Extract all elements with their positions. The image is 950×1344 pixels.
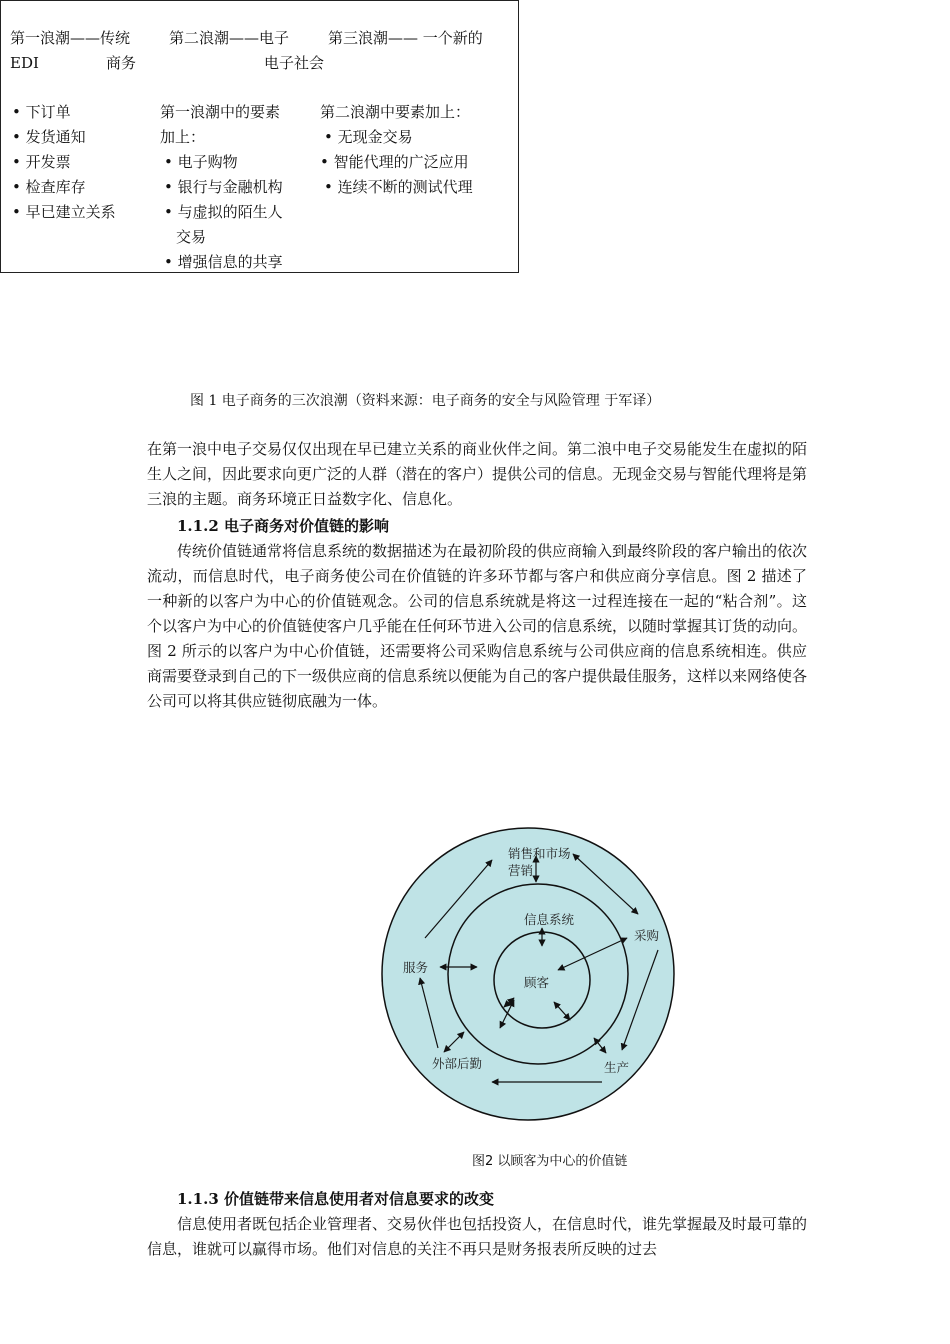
wave1-title: 第一浪潮——传统 (10, 29, 131, 47)
label-outsourcing: 外部后勤 (432, 1056, 483, 1071)
wave3-title: 第三浪潮—— 一个新的 (328, 29, 483, 47)
col3-line: • 连续不断的测试代理 (324, 178, 473, 196)
col2-line: • 增强信息的共享 (164, 253, 283, 271)
col3-line: • 智能代理的广泛应用 (320, 153, 469, 171)
col2-line: 加上： (160, 128, 206, 146)
col1-item: • 检查库存 (12, 178, 86, 196)
label-production: 生产 (604, 1060, 630, 1075)
figure1-box (0, 0, 519, 273)
section-heading-1-1-2: 1.1.2 电子商务对价值链的影响 (177, 517, 389, 535)
label-service: 服务 (403, 960, 429, 975)
paragraph-2: 传统价值链通常将信息系统的数据描述为在最初阶段的供应商输入到最终阶段的客户输出的依次流动，而信息时代，电子商务使公司在价值链的许多环节都与客户和供应商分享信息。图 2 描述了一种新的以客户为中心的价值链观念。公司的信息系统就是将这一过程连接在一起的“粘合剂”。这个以客户为中心的价值链使客户几乎能在任何环节进入公司的信息系统，以随时掌握其订货的动向。图 2 所示的以客户为中心价值链，还需要将公司采购信息系统与公司供应商的信息系统相连。供应商需要登录到自己的下一级供应商的信息系统以便能为自己的客户提供最佳服务，这样以来网络使各公司可以将其供应链彻底融为一体。 (147, 542, 808, 710)
col2-line: • 与虚拟的陌生人 (164, 203, 283, 221)
col1-item: • 开发票 (12, 153, 71, 171)
section-heading-1-1-3: 1.1.3 价值链带来信息使用者对信息要求的改变 (177, 1190, 494, 1208)
col2-line: • 银行与金融机构 (164, 178, 283, 196)
col2-line: 交易 (176, 228, 207, 246)
wave2-title: 第二浪潮——电子 (169, 29, 290, 47)
col1-item: • 发货通知 (12, 128, 86, 146)
wave1-title-line2: EDI (10, 54, 39, 72)
paragraph-3: 信息使用者既包括企业管理者、交易伙伴也包括投资人，在信息时代，谁先掌握最及时最可靠的信息，谁就可以赢得市场。他们对信息的关注不再只是财务报表所反映的过去 (147, 1215, 808, 1258)
col3-line: • 无现金交易 (324, 128, 413, 146)
label-info-system: 信息系统 (524, 912, 575, 927)
figure2-value-chain-diagram (380, 810, 680, 1130)
col2-line: 第一浪潮中的要素 (160, 103, 281, 121)
label-sales: 销售和市场 (508, 846, 571, 861)
col1-item: • 早已建立关系 (12, 203, 116, 221)
col3-line: 第二浪潮中要素加上： (320, 103, 471, 121)
figure1-caption: 图 1 电子商务的三次浪潮（资料来源：电子商务的安全与风险管理 于军译） (190, 393, 661, 409)
label-customer: 顾客 (524, 975, 550, 990)
wave3-title-line2: 电子社会 (264, 54, 325, 72)
col2-line: • 电子购物 (164, 153, 238, 171)
figure2-caption: 图2 以顾客为中心的价值链 (472, 1154, 628, 1169)
wave1-title-line3: 商务 (106, 54, 137, 72)
label-sales-line2: 营销 (508, 863, 534, 878)
col1-item: • 下订单 (12, 103, 71, 121)
paragraph-1: 在第一浪中电子交易仅仅出现在早已建立关系的商业伙伴之间。第二浪中电子交易能发生在虚拟的陌生人之间，因此要求向更广泛的人群（潜在的客户）提供公司的信息。无现金交易与智能代理将是第三浪的主题。商务环境正日益数字化、信息化。 (147, 440, 808, 508)
label-purchase: 采购 (634, 928, 660, 943)
